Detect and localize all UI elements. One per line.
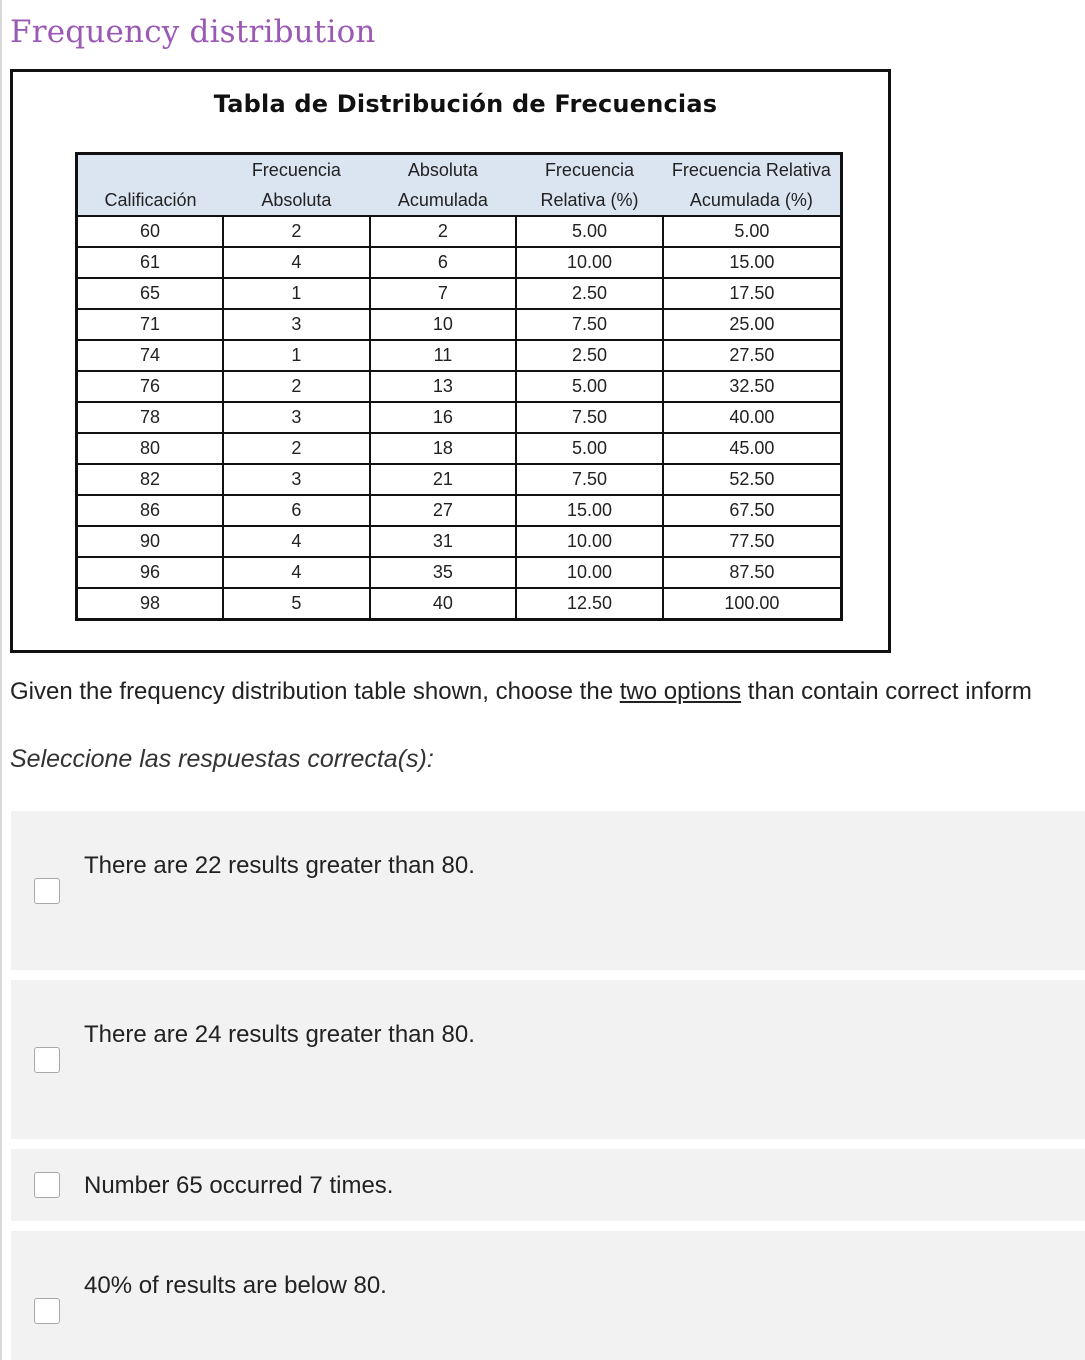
table-cell: 60 [77, 216, 224, 247]
table-cell: 2.50 [516, 278, 663, 309]
answer-option-4[interactable] [11, 1231, 1085, 1360]
question-text-start: Given the frequency distribution table shown, choose the [10, 678, 620, 705]
table-cell: 27.50 [663, 340, 842, 371]
table-cell: 3 [223, 464, 370, 495]
table-cell: 40.00 [663, 402, 842, 433]
table-row [77, 247, 842, 278]
table-cell: 2.50 [516, 340, 663, 371]
table-cell: 7 [370, 278, 517, 309]
table-cell: 87.50 [663, 557, 842, 588]
table-cell: 35 [370, 557, 517, 588]
table-row [77, 495, 842, 526]
table-cell: 5.00 [516, 216, 663, 247]
answer-label: There are 24 results greater than 80. [84, 1021, 475, 1048]
table-row [77, 309, 842, 340]
table-cell: 67.50 [663, 495, 842, 526]
table-cell: 52.50 [663, 464, 842, 495]
table-row [77, 433, 842, 464]
table-cell: 61 [77, 247, 224, 278]
table-cell: 7.50 [516, 402, 663, 433]
table-row [77, 402, 842, 433]
table-header-row [77, 154, 842, 186]
table-cell: 40 [370, 588, 517, 620]
answer-option-2[interactable] [11, 980, 1085, 1139]
table-cell: 5 [223, 588, 370, 620]
table-cell: 10.00 [516, 526, 663, 557]
frequency-table [75, 152, 843, 621]
table-cell: 6 [223, 495, 370, 526]
table-cell: 74 [77, 340, 224, 371]
table-cell: 2 [223, 216, 370, 247]
table-header-cell: Acumulada [370, 185, 517, 216]
question-emphasis: two options [619, 678, 742, 705]
table-header-cell: Relativa (%) [516, 185, 663, 216]
table-row [77, 278, 842, 309]
table-cell: 1 [223, 278, 370, 309]
table-cell: 100.00 [663, 588, 842, 620]
table-row [77, 588, 842, 620]
table-cell: 45.00 [663, 433, 842, 464]
answer-option-1[interactable] [11, 811, 1085, 970]
table-cell: 4 [223, 557, 370, 588]
table-cell: 17.50 [663, 278, 842, 309]
table-cell: 21 [370, 464, 517, 495]
table-cell: 18 [370, 433, 517, 464]
table-cell: 2 [370, 216, 517, 247]
table-cell: 5.00 [663, 216, 842, 247]
table-cell: 78 [77, 402, 224, 433]
table-cell: 10.00 [516, 247, 663, 278]
table-cell: 2 [223, 433, 370, 464]
table-cell: 80 [77, 433, 224, 464]
table-cell: 13 [370, 371, 517, 402]
table-header-cell [77, 154, 224, 186]
question-text [10, 678, 1085, 706]
table-cell: 10.00 [516, 557, 663, 588]
page-title: Frequency distribution [10, 14, 376, 50]
table-cell: 98 [77, 588, 224, 620]
table-cell: 7.50 [516, 464, 663, 495]
question-text-end: than contain correct inform [741, 678, 1032, 705]
table-cell: 96 [77, 557, 224, 588]
answer-label: 40% of results are below 80. [84, 1272, 387, 1299]
table-header-cell: Frecuencia Relativa [671, 159, 831, 180]
table-cell: 65 [77, 278, 224, 309]
table-cell: 4 [223, 526, 370, 557]
answer-checkbox[interactable] [34, 878, 60, 904]
answer-checkbox[interactable] [34, 1298, 60, 1324]
table-cell: 90 [77, 526, 224, 557]
table-cell: 76 [77, 371, 224, 402]
table-cell: 15.00 [516, 495, 663, 526]
table-cell: 1 [223, 340, 370, 371]
table-row [77, 557, 842, 588]
table-cell: 15.00 [663, 247, 842, 278]
table-row [77, 464, 842, 495]
table-row [77, 216, 842, 247]
table-cell: 77.50 [663, 526, 842, 557]
table-cell: 71 [77, 309, 224, 340]
left-divider [0, 0, 2, 1360]
table-cell: 10 [370, 309, 517, 340]
table-cell: 86 [77, 495, 224, 526]
answer-checkbox[interactable] [34, 1172, 60, 1198]
table-header-cell: Acumulada (%) [663, 185, 842, 216]
table-cell: 11 [370, 340, 517, 371]
table-figure [10, 69, 891, 653]
table-cell: 3 [223, 402, 370, 433]
table-header-row [77, 185, 842, 216]
table-header-cell: Calificación [77, 185, 224, 216]
table-cell: 25.00 [663, 309, 842, 340]
table-cell: 7.50 [516, 309, 663, 340]
table-row [77, 340, 842, 371]
table-header-cell: Absoluta [223, 185, 370, 216]
table-cell: 12.50 [516, 588, 663, 620]
answer-label: There are 22 results greater than 80. [84, 852, 475, 879]
table-cell: 5.00 [516, 433, 663, 464]
table-cell: 4 [223, 247, 370, 278]
table-cell: 6 [370, 247, 517, 278]
table-header-cell: Frecuencia [544, 159, 634, 180]
table-row [77, 371, 842, 402]
answer-checkbox[interactable] [34, 1047, 60, 1073]
table-cell: 82 [77, 464, 224, 495]
table-cell: 27 [370, 495, 517, 526]
answer-label: Number 65 occurred 7 times. [84, 1172, 394, 1199]
figure-title: Tabla de Distribución de Frecuencias [213, 90, 718, 118]
table-row [77, 526, 842, 557]
table-cell: 3 [223, 309, 370, 340]
table-cell: 16 [370, 402, 517, 433]
table-cell: 31 [370, 526, 517, 557]
table-header-cell: Frecuencia [251, 159, 341, 180]
table-header-cell: Absoluta [407, 159, 478, 180]
table-cell: 5.00 [516, 371, 663, 402]
answer-option-3[interactable] [11, 1149, 1085, 1221]
table-cell: 32.50 [663, 371, 842, 402]
select-prompt: Seleccione las respuestas correcta(s): [10, 745, 434, 773]
table-cell: 2 [223, 371, 370, 402]
